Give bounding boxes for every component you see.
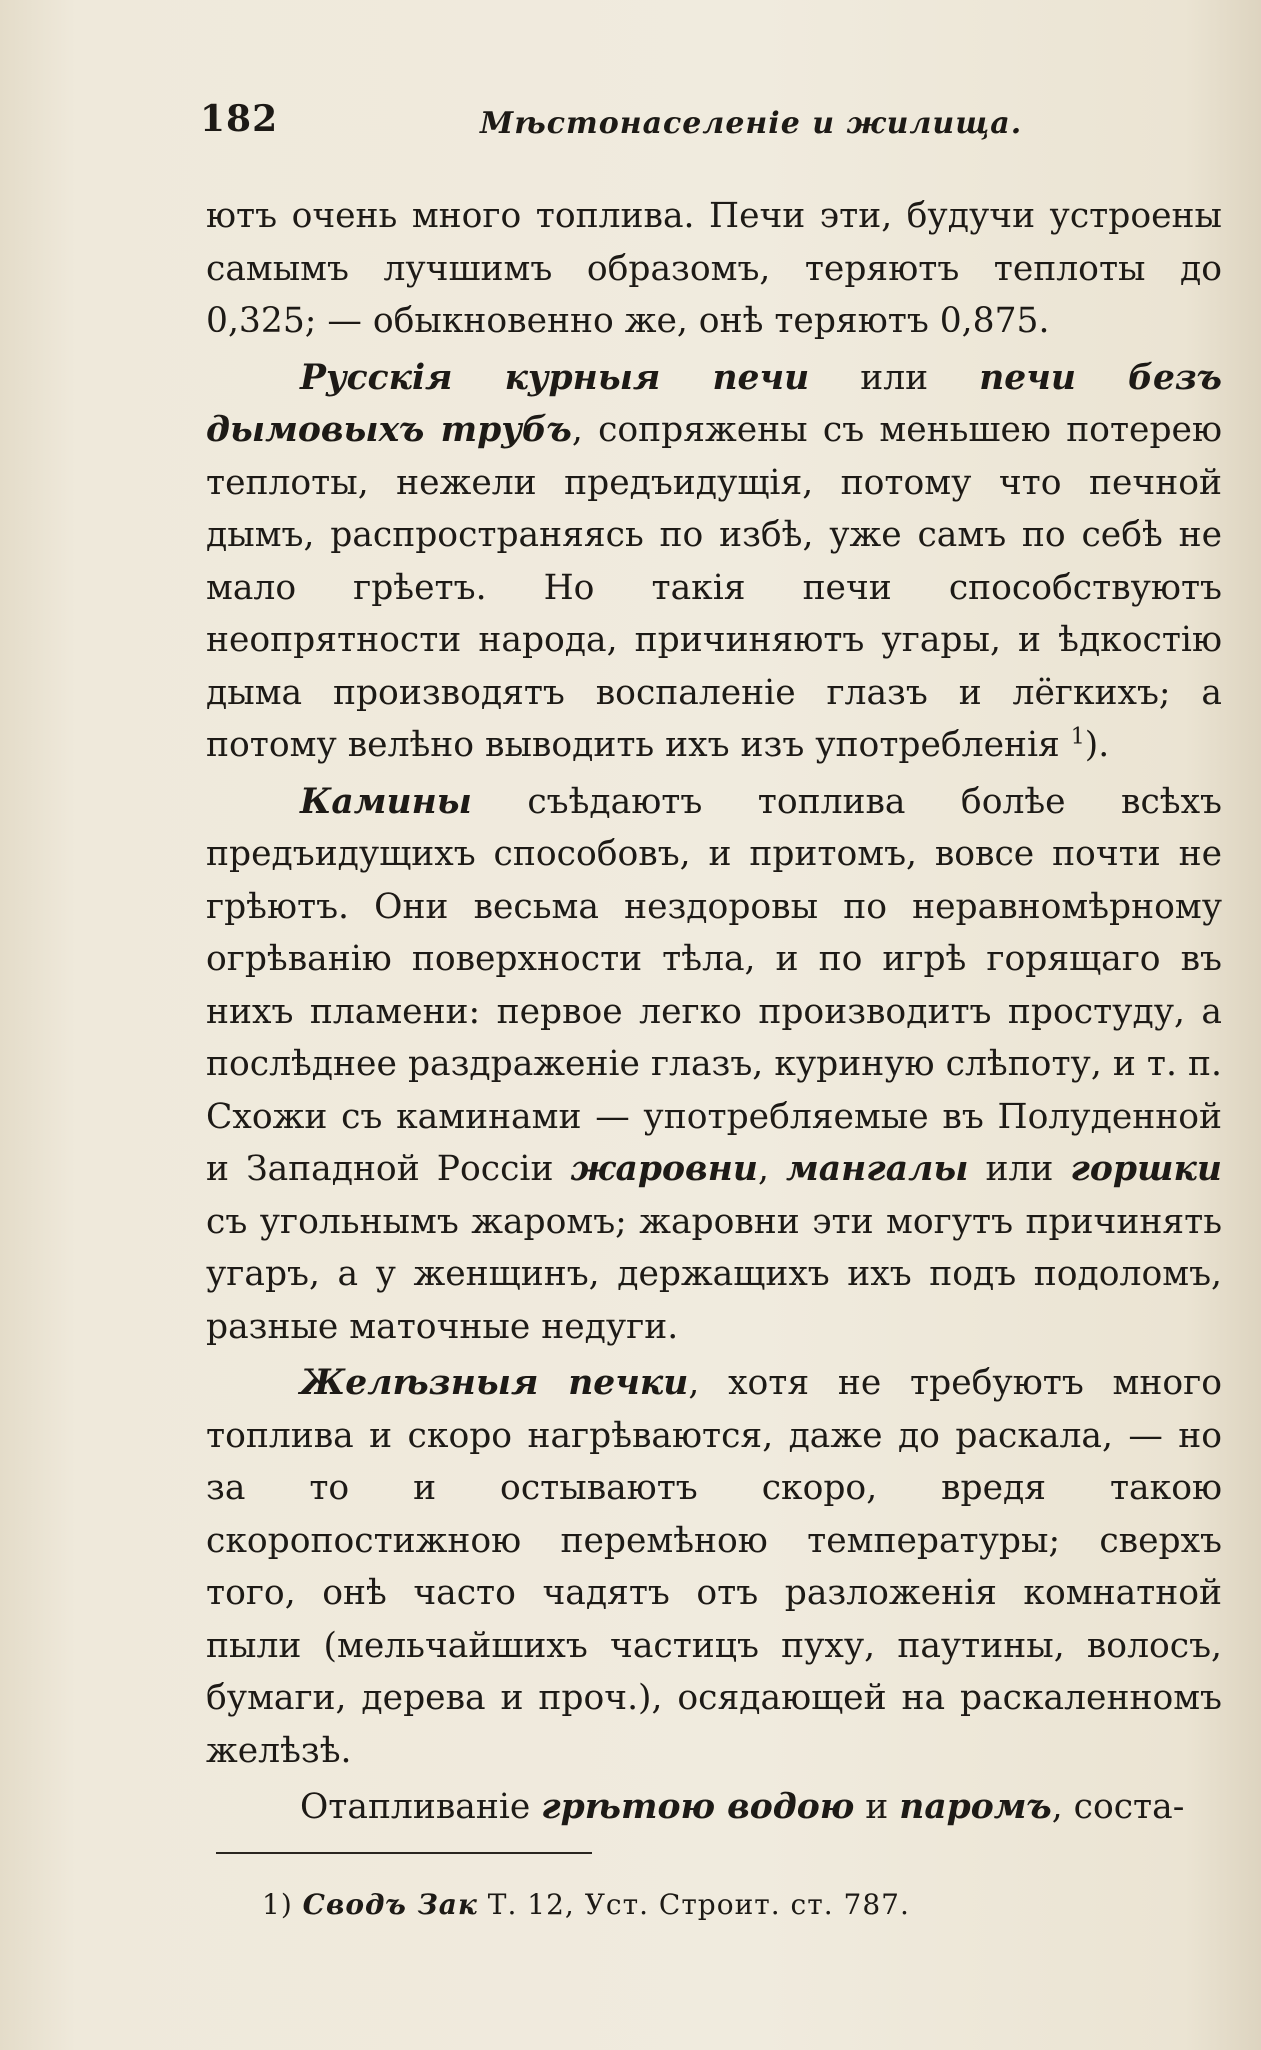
- running-title: Мѣстонаселеніе и жилища.: [480, 106, 1023, 141]
- text-run: и: [854, 1787, 900, 1827]
- text-run: ).: [1084, 725, 1110, 765]
- text-run: съ угольнымъ жаромъ; жаровни эти могутъ причинять угаръ, а у женщинъ, держащихъ ихъ подъ подоломъ, разные маточные недуги.: [206, 1201, 1222, 1347]
- footnote-divider: [216, 1852, 592, 1854]
- paragraph: [206, 1357, 1222, 1777]
- paragraph: [206, 352, 1222, 772]
- paragraph: [206, 190, 1222, 348]
- emphasized-term: Камины: [300, 781, 472, 822]
- text-run: Отапливаніе: [300, 1787, 542, 1827]
- text-run: , соста-: [1051, 1787, 1185, 1827]
- emphasized-term: Желѣзныя печки: [300, 1363, 689, 1403]
- text-run: или: [809, 357, 980, 398]
- paragraph: [206, 776, 1222, 1354]
- paragraph: [206, 1781, 1222, 1834]
- emphasized-term: печи безъ дымовыхъ трубъ: [206, 357, 1222, 450]
- footnote-source: Сводъ Зак: [302, 1888, 478, 1921]
- text-run: , хотя не требуютъ много топлива и скоро нагрѣваются, даже до раскала, — но за то и остываютъ скоро, вредя такою скоропостижною перемѣною температуры; сверхъ того, онѣ часто чадятъ отъ разложенія комнатной пыли (мельчайшихъ частицъ пуху, паутины, волосъ, бумаги, дерева и проч.), осядающей на раскаленномъ желѣзѣ.: [206, 1363, 1222, 1771]
- emphasized-term: грѣтою водою: [541, 1787, 855, 1827]
- emphasized-term: горшки: [1070, 1149, 1222, 1189]
- text-run: или: [968, 1149, 1071, 1189]
- text-run: ,: [757, 1149, 786, 1189]
- footnote-reference: 1: [1070, 724, 1085, 750]
- footnote-citation: Т. 12, Уст. Строит. ст. 787.: [487, 1888, 910, 1921]
- emphasized-term: мангалы: [786, 1149, 969, 1189]
- page-header: [200, 98, 1060, 148]
- body-text: [206, 190, 1222, 1838]
- text-run: ютъ очень много топлива. Печи эти, будучи устроены самымъ лучшимъ образомъ, теряютъ теплоты до 0,325; — обыкновенно же, онѣ теряютъ 0,875.: [206, 196, 1222, 341]
- emphasized-term: жаровни: [570, 1149, 758, 1189]
- emphasized-term: паромъ: [899, 1787, 1052, 1827]
- text-run: , сопряжены съ меньшею потерею теплоты, нежели предъидущія, потому что печной дымъ, распространяясь по избѣ, уже самъ по себѣ не мало грѣетъ. Но такія печи способствуютъ неопрятности народа, причиняютъ угары, и ѣдкостію дыма производятъ воспаленіе глазъ и лёгкихъ; а потому велѣно выводить ихъ изъ употребленія: [206, 410, 1222, 765]
- footnote: [262, 1888, 1162, 1921]
- page-number: 182: [200, 98, 279, 140]
- text-run: съѣдаютъ топлива болѣе всѣхъ предъидущихъ способовъ, и притомъ, вовсе почти не грѣютъ. Они весьма нездоровы по неравномѣрному огрѣванію поверхности тѣла, и по игрѣ горящаго въ нихъ пламени: первое легко производитъ простуду, а послѣднее раздраженіе глазъ, куриную слѣпоту, и т. п. Схожи съ каминами — употребляемые въ Полуденной и Западной Россіи: [206, 781, 1222, 1189]
- emphasized-term: Русскія курныя печи: [300, 357, 810, 398]
- footnote-marker: 1): [262, 1888, 293, 1921]
